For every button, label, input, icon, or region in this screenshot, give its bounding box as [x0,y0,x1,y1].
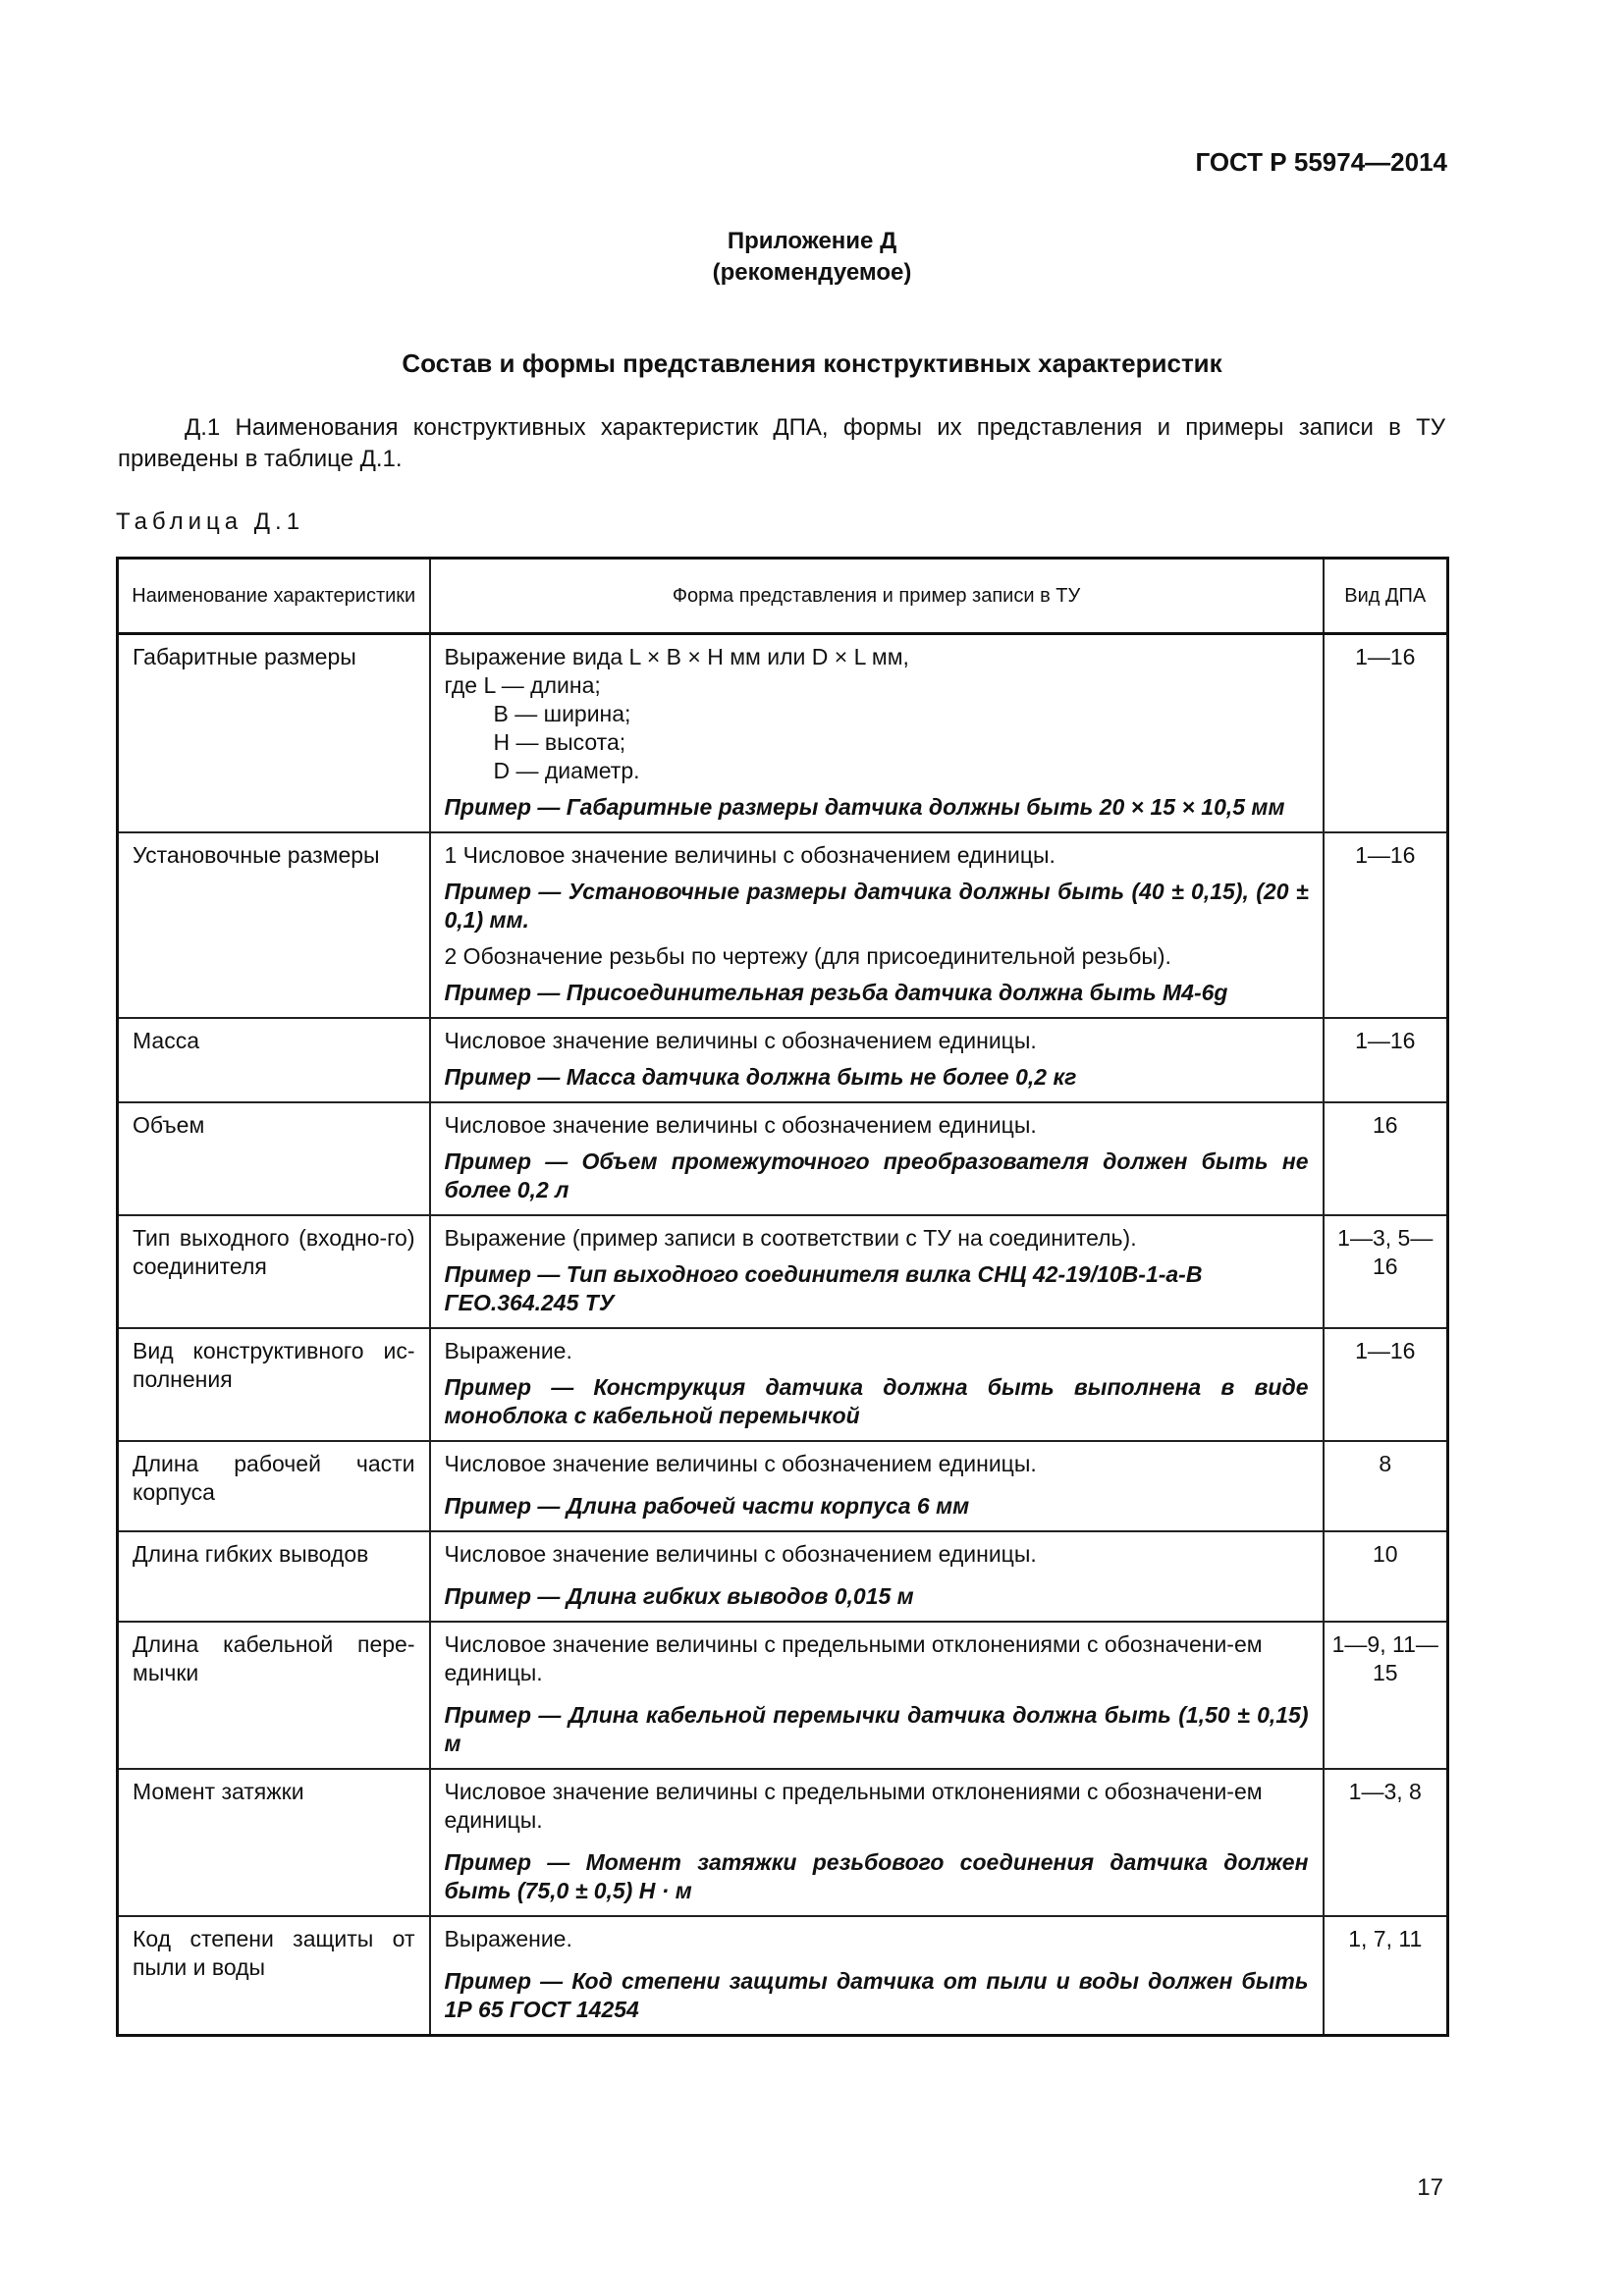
characteristics-table [116,557,1449,2037]
table-row [118,1018,1448,1102]
example-text: Пример — Конструкция датчика должна быть выполнена в виде моноблока с кабельной перемычкой [444,1374,1309,1428]
table-row [118,1916,1448,2036]
row-vid: 10 [1324,1531,1448,1622]
row-name: Масса [118,1018,430,1102]
row-form [430,1916,1324,2036]
header-vid: Вид ДПА [1324,559,1448,634]
row-name: Длина гибких выводов [118,1531,430,1622]
row-vid: 8 [1324,1441,1448,1531]
table-row [118,1328,1448,1441]
row-name: Длина кабельной пере-мычки [118,1622,430,1769]
row-form [430,1018,1324,1102]
form-line: H — высота; [493,729,626,755]
table-row [118,634,1448,833]
form-text: Числовое значение величины с предельными отклонениями с обозначени-ем единицы. [444,1631,1263,1685]
row-form [430,1102,1324,1215]
form-line: D — диаметр. [493,758,640,783]
row-vid: 1—9, 11—15 [1324,1622,1448,1769]
row-form [430,1328,1324,1441]
example-text: Пример — Объем промежуточного преобразователя должен быть не более 0,2 л [444,1148,1309,1202]
form-text: 2 Обозначение резьбы по чертежу (для присоединительной резьбы). [444,943,1171,969]
appendix-title: Приложение Д [727,228,897,254]
example-text: Пример — Тип выходного соединителя вилка СНЦ 42-19/10В-1-а-В ГЕО.364.245 ТУ [444,1261,1203,1315]
row-name: Габаритные размеры [118,634,430,833]
document-code: ГОСТ Р 55974—2014 [1195,147,1447,177]
table-row [118,1769,1448,1916]
form-text: Числовое значение величины с обозначением единицы. [444,1451,1037,1476]
header-name: Наименование характеристики [118,559,430,634]
row-name: Вид конструктивного ис-полнения [118,1328,430,1441]
table-row [118,1102,1448,1215]
table-row [118,832,1448,1018]
form-text: Числовое значение величины с обозначением единицы. [444,1028,1037,1053]
row-form [430,1769,1324,1916]
example-text: Пример — Габаритные размеры датчика должны быть 20 × 15 × 10,5 мм [444,794,1285,820]
appendix-heading [0,226,1624,289]
row-vid: 1, 7, 11 [1324,1916,1448,2036]
form-line: где L — длина; [444,672,601,698]
example-text: Пример — Момент затяжки резьбового соединения датчика должен быть (75,0 ± 0,5) Н · м [444,1849,1309,1903]
row-vid: 1—16 [1324,634,1448,833]
form-line: Выражение вида L × B × H мм или D × L мм, [444,644,909,669]
row-name: Объем [118,1102,430,1215]
row-name: Код степени защиты от пыли и воды [118,1916,430,2036]
row-vid: 1—16 [1324,832,1448,1018]
row-vid: 1—16 [1324,1328,1448,1441]
section-title: Состав и формы представления конструктивных характеристик [402,348,1222,378]
table-row [118,1531,1448,1622]
form-text: Числовое значение величины с обозначением единицы. [444,1112,1037,1138]
row-form [430,1441,1324,1531]
page-number: 17 [1417,2174,1443,2201]
example-text: Пример — Длина рабочей части корпуса 6 мм [444,1493,970,1519]
example-text: Пример — Масса датчика должна быть не более 0,2 кг [444,1064,1077,1090]
example-text: Пример — Длина гибких выводов 0,015 м [444,1583,914,1609]
table-label: Таблица Д.1 [116,508,305,535]
intro-paragraph: Д.1 Наименования конструктивных характеристик ДПА, формы их представления и примеры записи в ТУ приведены в таблице Д.1. [118,414,1445,472]
example-text: Пример — Длина кабельной перемычки датчика должна быть (1,50 ± 0,15) м [444,1702,1309,1756]
row-vid: 16 [1324,1102,1448,1215]
table-row [118,1622,1448,1769]
row-name: Длина рабочей части корпуса [118,1441,430,1531]
form-text: Выражение. [444,1926,572,1951]
form-text: Числовое значение величины с предельными отклонениями с обозначени-ем единицы. [444,1779,1263,1833]
example-text: Пример — Код степени защиты датчика от пыли и воды должен быть 1Р 65 ГОСТ 14254 [444,1968,1309,2022]
table-row [118,1441,1448,1531]
example-text: Пример — Установочные размеры датчика должны быть (40 ± 0,15), (20 ± 0,1) мм. [444,879,1309,933]
table-header-row [118,559,1448,634]
row-name: Тип выходного (входно-го) соединителя [118,1215,430,1328]
form-text: 1 Числовое значение величины с обозначением единицы. [444,842,1056,868]
row-form [430,1622,1324,1769]
row-vid: 1—16 [1324,1018,1448,1102]
example-text: Пример — Присоединительная резьба датчика должна быть М4-6g [444,980,1228,1005]
row-form [430,1531,1324,1622]
form-text: Выражение. [444,1338,572,1363]
row-form [430,832,1324,1018]
form-text: Выражение (пример записи в соответствии с ТУ на соединитель). [444,1225,1137,1251]
row-name: Момент затяжки [118,1769,430,1916]
form-line: B — ширина; [493,701,631,726]
appendix-subtitle: (рекомендуемое) [712,259,912,286]
row-vid: 1—3, 8 [1324,1769,1448,1916]
row-name: Установочные размеры [118,832,430,1018]
form-text: Числовое значение величины с обозначением единицы. [444,1541,1037,1567]
row-form [430,634,1324,833]
row-form [430,1215,1324,1328]
header-form: Форма представления и пример записи в ТУ [430,559,1324,634]
row-vid: 1—3, 5—16 [1324,1215,1448,1328]
table-row [118,1215,1448,1328]
